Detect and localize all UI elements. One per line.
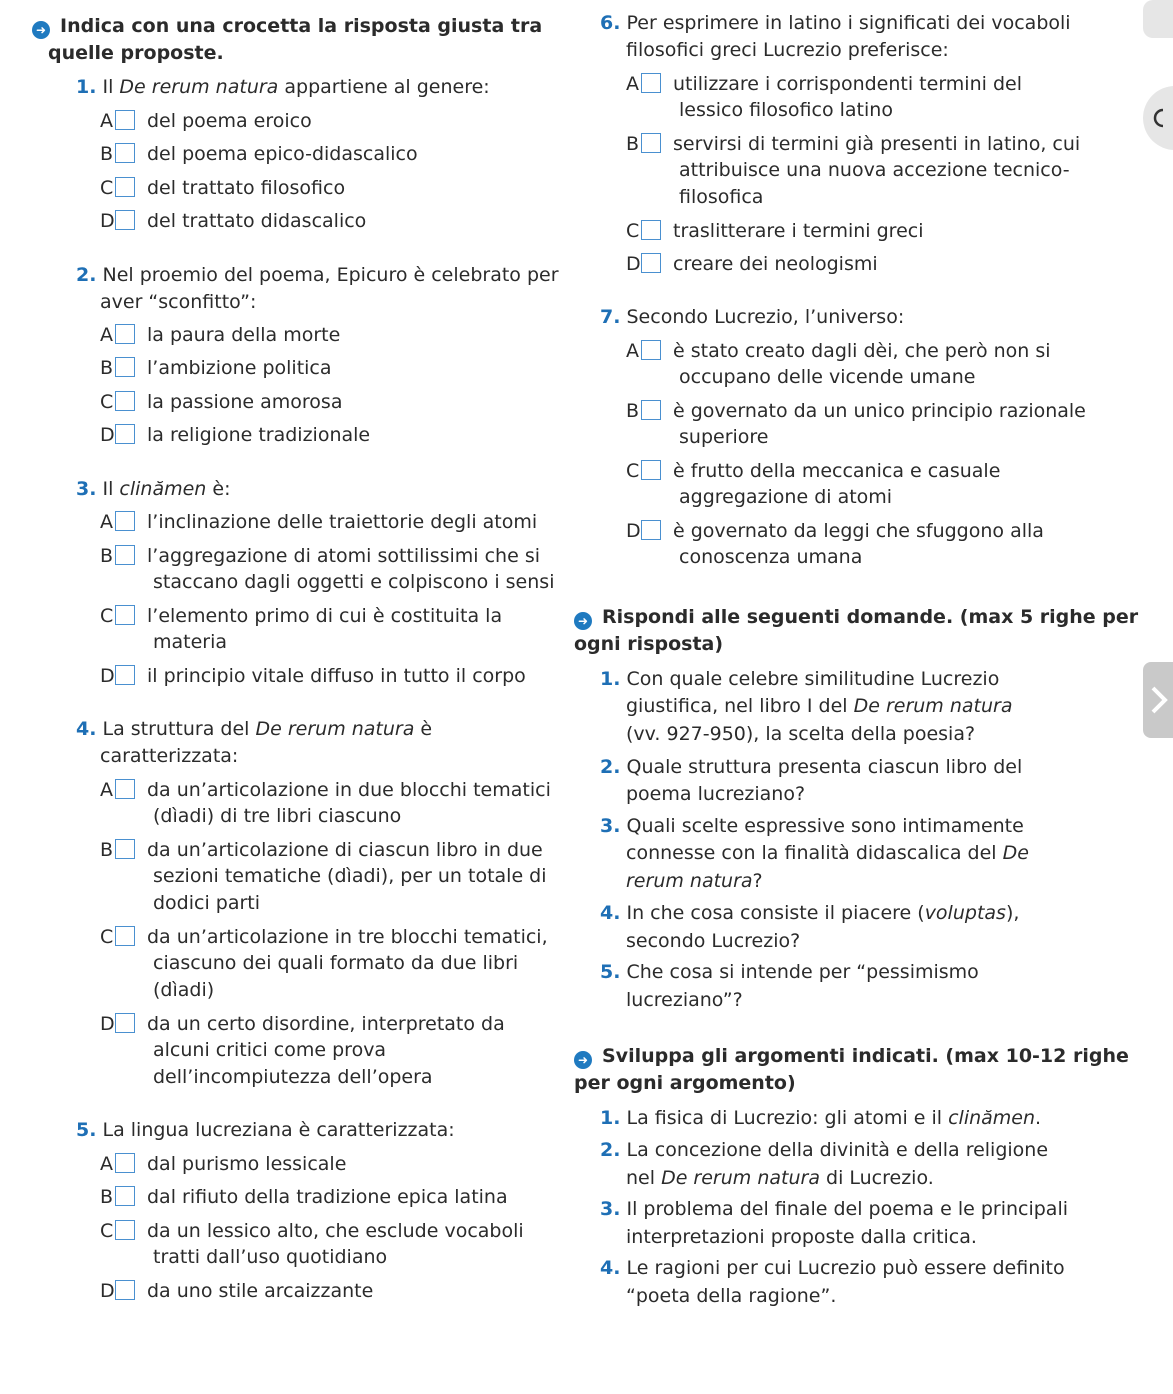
q6-option-a[interactable]: A utilizzare i corrispondenti termini del (626, 73, 1022, 95)
q5-option-a[interactable]: A dal purismo lessicale (100, 1153, 347, 1175)
q2-option-b[interactable]: B l’ambizione politica (100, 357, 332, 379)
checkbox[interactable] (115, 1153, 135, 1173)
q5-option-b[interactable]: B dal rifiuto della tradizione epica latina (100, 1186, 508, 1208)
q3-option-b[interactable]: B l’aggregazione di atomi sottilissimi che si (100, 545, 540, 567)
s2-item-2-cont: poema lucreziano? (626, 783, 806, 805)
q4-text-cont: caratterizzata: (100, 745, 239, 767)
checkbox[interactable] (641, 520, 661, 540)
checkbox[interactable] (641, 133, 661, 153)
s2-item-3: 3. Quali scelte espressive sono intimamente (600, 815, 1024, 837)
s3-item-4: 4. Le ragioni per cui Lucrezio può essere definito (600, 1257, 1065, 1279)
s3-item-4-cont: “poeta della ragione”. (626, 1285, 837, 1307)
s2-item-1-cont2: (vv. 927-950), la scelta della poesia? (626, 723, 976, 745)
q4-option-a-cont: (dìadi) di tre libri ciascuno (153, 805, 402, 827)
checkbox[interactable] (115, 177, 135, 197)
s2-item-3-cont2: rerum natura? (626, 870, 763, 892)
q5-option-c[interactable]: C da un lessico alto, che esclude vocaboli (100, 1220, 524, 1242)
checkbox[interactable] (115, 511, 135, 531)
s2-item-4: 4. In che cosa consiste il piacere (voluptas), (600, 902, 1020, 924)
checkbox[interactable] (115, 1186, 135, 1206)
checkbox[interactable] (641, 253, 661, 273)
q4-option-c-cont: ciascuno dei quali formato da due libri (153, 952, 519, 974)
q6-text: 6. Per esprimere in latino i significati dei vocaboli (600, 12, 1071, 34)
q7-option-c-cont: aggregazione di atomi (679, 486, 893, 508)
q3-option-c[interactable]: C l’elemento primo di cui è costituita la (100, 605, 503, 627)
q1-option-c[interactable]: C del trattato filosofico (100, 177, 346, 199)
arrow-bullet-icon: ➜ (574, 1051, 592, 1069)
q4-option-c[interactable]: C da un’articolazione in tre blocchi tematici, (100, 926, 548, 948)
q4-option-b-cont: sezioni tematiche (dìadi), per un totale di (153, 865, 547, 887)
q3-option-b-cont: staccano dagli oggetti e colpiscono i sensi (153, 571, 555, 593)
section3-title: ➜ Sviluppa gli argomenti indicati. (max 10-12 righe (574, 1043, 1129, 1069)
viewer-toolbar-handle[interactable] (1143, 0, 1173, 38)
q6-option-b-cont: attribuisce una nuova accezione tecnico- (679, 159, 1070, 181)
s3-item-3: 3. Il problema del finale del poema e le principali (600, 1198, 1068, 1220)
q7-option-a[interactable]: A è stato creato dagli dèi, che però non si (626, 340, 1051, 362)
q4-option-d[interactable]: D da un certo disordine, interpretato da (100, 1013, 505, 1035)
q6-option-b[interactable]: B servirsi di termini già presenti in latino, cui (626, 133, 1081, 155)
checkbox[interactable] (641, 340, 661, 360)
q4-option-d-cont2: dell’incompiutezza dell’opera (153, 1066, 433, 1088)
s2-item-1-cont: giustifica, nel libro I del De rerum natura (626, 695, 1013, 717)
checkbox[interactable] (115, 1280, 135, 1300)
s2-item-5: 5. Che cosa si intende per “pessimismo (600, 961, 979, 983)
q3-option-d[interactable]: D il principio vitale diffuso in tutto il corpo (100, 665, 526, 687)
checkbox[interactable] (115, 391, 135, 411)
checkbox[interactable] (115, 110, 135, 130)
q7-option-b[interactable]: B è governato da un unico principio razionale (626, 400, 1086, 422)
q6-text-cont: filosofici greci Lucrezio preferisce: (626, 39, 949, 61)
checkbox[interactable] (641, 460, 661, 480)
s2-item-5-cont: lucreziano”? (626, 989, 743, 1011)
q5-option-c-cont: tratti dall’uso quotidiano (153, 1246, 388, 1268)
s2-item-2: 2. Quale struttura presenta ciascun libro del (600, 756, 1023, 778)
q7-text: 7. Secondo Lucrezio, l’universo: (600, 306, 905, 328)
section3-title-cont: per ogni argomento) (574, 1072, 796, 1094)
q2-text-cont: aver “sconfitto”: (100, 291, 257, 313)
checkbox[interactable] (115, 605, 135, 625)
checkbox[interactable] (115, 210, 135, 230)
chevron-right-icon (1143, 662, 1173, 738)
q1-option-d[interactable]: D del trattato didascalico (100, 210, 367, 232)
section2-title: ➜ Rispondi alle seguenti domande. (max 5 righe per (574, 604, 1138, 630)
q5-text: 5. La lingua lucreziana è caratterizzata: (76, 1119, 455, 1141)
s2-item-1: 1. Con quale celebre similitudine Lucrezio (600, 668, 1000, 690)
s3-item-2-cont: nel De rerum natura di Lucrezio. (626, 1167, 934, 1189)
q4-option-b-cont2: dodici parti (153, 892, 261, 914)
checkbox[interactable] (115, 357, 135, 377)
q2-text: 2. Nel proemio del poema, Epicuro è celebrato per (76, 264, 559, 286)
q6-option-a-cont: lessico filosofico latino (679, 99, 893, 121)
q4-text: 4. La struttura del De rerum natura è (76, 718, 433, 740)
checkbox[interactable] (115, 779, 135, 799)
section1-title: ➜ Indica con una crocetta la risposta giusta tra (32, 13, 542, 39)
checkbox[interactable] (641, 400, 661, 420)
checkbox[interactable] (115, 926, 135, 946)
checkbox[interactable] (115, 545, 135, 565)
checkbox[interactable] (641, 220, 661, 240)
q7-option-b-cont: superiore (679, 426, 769, 448)
s2-item-4-cont: secondo Lucrezio? (626, 930, 801, 952)
checkbox[interactable] (115, 424, 135, 444)
s3-item-2: 2. La concezione della divinità e della religione (600, 1139, 1049, 1161)
q1-option-a[interactable]: A del poema eroico (100, 110, 312, 132)
q6-option-d[interactable]: D creare dei neologismi (626, 253, 878, 275)
q1-option-b[interactable]: B del poema epico-didascalico (100, 143, 418, 165)
q4-option-a[interactable]: A da un’articolazione in due blocchi tematici (100, 779, 551, 801)
checkbox[interactable] (115, 1013, 135, 1033)
checkbox[interactable] (115, 1220, 135, 1240)
arrow-bullet-icon: ➜ (32, 21, 50, 39)
arrow-bullet-icon: ➜ (574, 612, 592, 630)
q4-option-d-cont: alcuni critici come prova (153, 1039, 387, 1061)
rotate-icon (1143, 86, 1173, 150)
q7-option-d-cont: conoscenza umana (679, 546, 863, 568)
checkbox[interactable] (115, 665, 135, 685)
viewer-rotate-button[interactable] (1143, 86, 1173, 150)
s3-item-3-cont: interpretazioni proposte dalla critica. (626, 1226, 977, 1248)
checkbox[interactable] (641, 73, 661, 93)
viewer-next-page-button[interactable] (1143, 662, 1173, 738)
q7-option-c[interactable]: C è frutto della meccanica e casuale (626, 460, 1001, 482)
q5-option-d[interactable]: D da uno stile arcaizzante (100, 1280, 374, 1302)
s2-item-3-cont: connesse con la finalità didascalica del De (626, 842, 1029, 864)
q3-text: 3. Il clinămen è: (76, 478, 231, 500)
checkbox[interactable] (115, 839, 135, 859)
q4-option-b[interactable]: B da un’articolazione di ciascun libro in due (100, 839, 543, 861)
q6-option-b-cont2: filosofica (679, 186, 764, 208)
q3-option-a[interactable]: A l’inclinazione delle traiettorie degli atomi (100, 511, 538, 533)
section2-title-cont: ogni risposta) (574, 633, 724, 655)
section1-title-cont: quelle proposte. (48, 42, 224, 64)
q7-option-d[interactable]: D è governato da leggi che sfuggono alla (626, 520, 1044, 542)
q7-option-a-cont: occupano delle vicende umane (679, 366, 976, 388)
q6-option-c[interactable]: C traslitterare i termini greci (626, 220, 924, 242)
checkbox[interactable] (115, 324, 135, 344)
q2-option-a[interactable]: A la paura della morte (100, 324, 341, 346)
s3-item-1: 1. La fisica di Lucrezio: gli atomi e il clinămen. (600, 1107, 1042, 1129)
q2-option-c[interactable]: C la passione amorosa (100, 391, 343, 413)
q2-option-d[interactable]: D la religione tradizionale (100, 424, 371, 446)
q1-text: 1. Il De rerum natura appartiene al genere: (76, 76, 490, 98)
checkbox[interactable] (115, 143, 135, 163)
q4-option-c-cont2: (dìadi) (153, 979, 215, 1001)
q3-option-c-cont: materia (153, 631, 228, 653)
